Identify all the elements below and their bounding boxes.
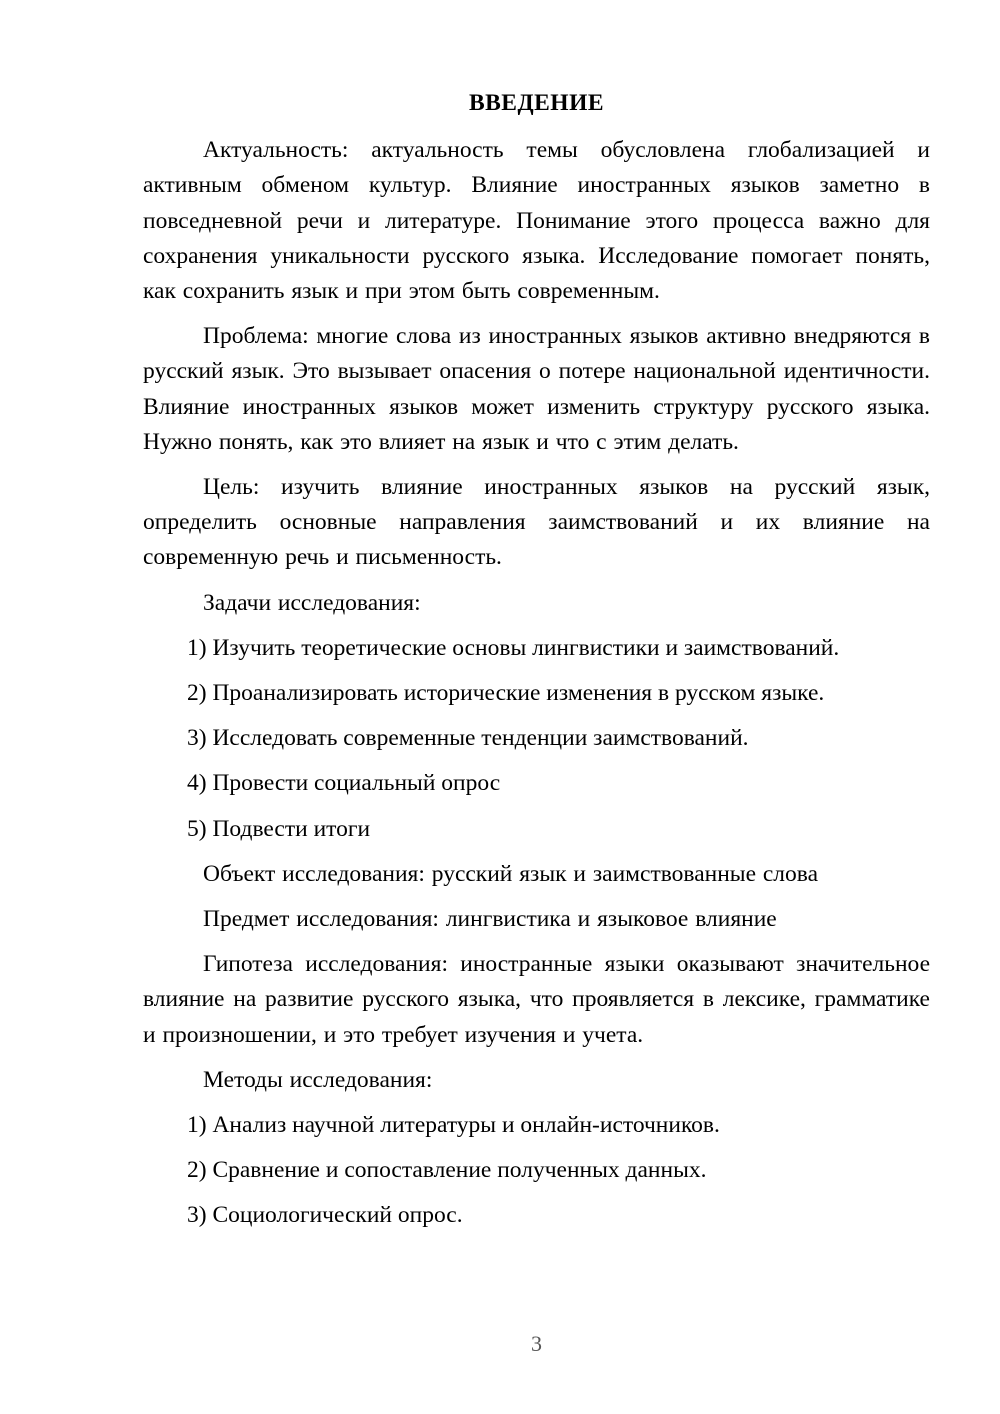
paragraph-hypothesis: Гипотеза исследования: иностранные языки оказывают значительное влияние на развитие русского языка, что проявляется в лексике, грамматике и произношении, и это требует изучения и учета. <box>143 951 930 1048</box>
methods-heading: Методы исследования: <box>203 1066 433 1093</box>
method-item-3: 3) Социологический опрос. <box>187 1202 463 1229</box>
task-item-1: 1) Изучить теоретические основы лингвистики и заимствований. <box>187 634 840 661</box>
object-line: Объект исследования: русский язык и заимствованные слова <box>203 860 819 887</box>
method-item-1: 1) Анализ научной литературы и онлайн-источников. <box>187 1112 720 1139</box>
paragraph-actuality: Актуальность: актуальность темы обусловлена глобализацией и активным обменом культур. Влияние иностранных языков заметно в повседневной речи и литературе. Понимание этого процесса важно для сохранения уникальности русского языка. Исследование помогает понять, как сохранить язык и при этом быть современным. <box>143 137 930 305</box>
page-title: ВВЕДЕНИЕ <box>468 90 605 116</box>
tasks-heading: Задачи исследования: <box>203 589 421 616</box>
page-number: 3 <box>531 1331 542 1356</box>
task-item-2: 2) Проанализировать исторические изменения в русском языке. <box>187 680 825 707</box>
task-item-4: 4) Провести социальный опрос <box>187 770 501 797</box>
task-item-3: 3) Исследовать современные тенденции заимствований. <box>187 725 749 752</box>
method-item-2: 2) Сравнение и сопоставление полученных данных. <box>187 1157 707 1184</box>
subject-line: Предмет исследования: лингвистика и языковое влияние <box>203 906 777 933</box>
page-content <box>143 86 930 1244</box>
paragraph-goal: Цель: изучить влияние иностранных языков на русский язык, определить основные направления заимствований и их влияние на современную речь и письменность. <box>143 474 930 571</box>
paragraph-problem: Проблема: многие слова из иностранных языков активно внедряются в русский язык. Это вызывает опасения о потере национальной идентичности. Влияние иностранных языков может изменить структуру русского языка. Нужно понять, как это влияет на язык и что с этим делать. <box>143 323 930 455</box>
task-item-5: 5) Подвести итоги <box>187 815 371 842</box>
